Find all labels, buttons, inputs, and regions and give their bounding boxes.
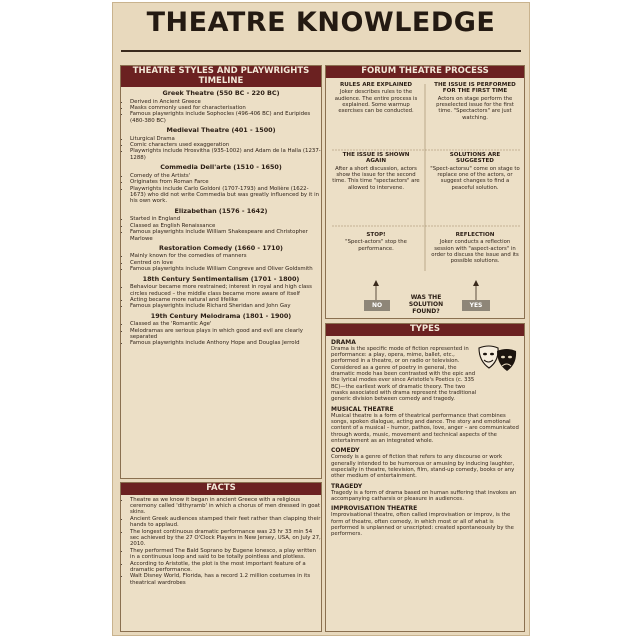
timeline-era-item: • Playwrights include Hrosvitha (935-1002) and Adam de la Halla (1237-1288) [130,148,321,161]
type-title: DRAMA [331,338,356,346]
timeline-heading: THEATRE STYLES AND PLAYWRIGHTS TIMELINE [121,66,321,87]
timeline-era-item: • Famous playwrights include William Shakespeare and Christopher Marlowe [130,229,321,242]
timeline-era [121,276,321,310]
timeline-era-list [121,173,321,205]
timeline-era-list [121,284,321,310]
forum-reflection [430,232,520,265]
timeline-era-item: • Famous playwrights include Anthony Hope and Douglas Jerrold [130,340,321,346]
timeline-era-item: • Behaviour became more restrained; interest in royal and high class circles reduced – the middle class became more aware of itself [130,284,321,297]
facts-panel [120,482,322,632]
fact-item: • Ancient Greek audiences stamped their feet rather than clapping their hands to applaud. [130,516,321,529]
type-description: Improvisational theatre, often called improvisation or improv, is the form of theatre, often comedy, in which most or all of what is performed is unplanned or unscripted: created spontaneously by the performers. [331,512,514,538]
forum-first-time-title: THE ISSUE IS PERFORMED FOR THE FIRST TIME [434,82,516,95]
facts-heading: FACTS [121,483,321,495]
type-description: Drama is the specific mode of fiction represented in performance: a play, opera, mime, ballet, etc., performed in a theatre, or on radio or television. Considered as a genre of poetry in general, the dramatic mode has been contrasted with the epic and the lyrical modes ever since Aristotle's Poetics (c. 335 BC)—the earliest work of dramatic theory. The two masks associated with drama represent the traditional generic division between comedy and tragedy. [331,345,477,403]
type-title: TRAGEDY [331,482,363,490]
title-divider [121,50,521,52]
timeline-era-item: • Centred on love [130,260,321,266]
timeline-era-item: • Comic characters used exaggeration [130,142,321,148]
forum-rules-text: Joker describes rules to the audience. The entire process is explained. Some warmup exercises can be conducted. [334,89,418,115]
fact-item: • The longest continuous dramatic performance was 23 hr 33 min 54 sec achieved by the 27 O'Clock Players in New Jersey, USA, on July 27, 2010. [130,529,321,548]
timeline-panel [120,65,322,479]
type-description: Tragedy is a form of drama based on human suffering that invokes an accompanying catharsis or pleasure in audiences. [331,489,517,503]
timeline-era [121,164,321,205]
type-title: COMEDY [331,447,360,455]
forum-solutions-title: SOLUTIONS ARE SUGGESTED [449,152,501,165]
types-heading: TYPES [326,324,524,336]
type-title: MUSICAL THEATRE [331,405,394,413]
fact-item: • According to Aristotle, the plot is the most important feature of a dramatic performance. [130,561,321,574]
forum-rules-title: RULES ARE EXPLAINED [340,82,412,88]
timeline-era-list [121,321,321,347]
forum-panel [325,65,525,319]
no-arrowhead [373,280,379,286]
solution-question: WAS THE SOLUTION FOUND? [408,294,444,315]
fact-item: • They performed The Bald Soprano by Eugene Ionesco, a play written in a continuous loop and said to be totally pointless and plotless. [130,548,321,561]
timeline-era-item: • Famous playwrights include William Congreve and Oliver Goldsmith [130,266,321,272]
types-panel [325,323,525,632]
timeline-era-item: • Classed as English Renaissance [130,223,321,229]
facts-list [121,497,321,587]
forum-shown-again-title: THE ISSUE IS SHOWN AGAIN [342,152,410,165]
forum-reflection-title: REFLECTION [455,232,495,238]
timeline-era-title: 18th Century Sentimentalism (1701 - 1800) [142,274,300,283]
forum-stop [332,232,420,252]
forum-stop-title: STOP! [366,232,386,238]
timeline-era-item: • Famous playwrights include Sophocles (496-406 BC) and Euripides (480-380 BC) [130,111,321,124]
timeline-era [121,127,321,161]
forum-reflection-text: Joker conducts a reflection session with "aspect-actors" in order to discuss the issue and its possible solutions. [431,239,519,265]
poster [112,2,530,636]
timeline-era-title: Medieval Theatre (401 - 1500) [166,126,276,135]
type-description: Comedy is a genre of fiction that refers to any discourse or work generally intended to be humorous or amusing by inducing laughter, especially in theatre, television, film, stand-up comedy, books or any other medium of entertainment. [331,454,515,480]
timeline-era-item: • Started in England [130,216,321,222]
forum-rules [332,82,420,115]
yes-arrowhead [473,280,479,286]
forum-heading: FORUM THEATRE PROCESS [326,66,524,78]
forum-solutions-text: "Spect-actorsu" come on stage to replace one of the actors, or suggest changes to find a peaceful solution. [430,165,520,191]
yes-box: YES [462,300,490,311]
timeline-era-title: Commedia Dell'arte (1510 - 1650) [160,163,282,172]
timeline-body [121,90,321,347]
timeline-era-title: Greek Theatre (550 BC - 220 BC) [162,89,280,97]
timeline-era-title: Elizabethan (1576 - 1642) [174,206,268,215]
type-description: Musical theatre is a form of theatrical performance that combines songs, spoken dialogue, acting and dance. The story and emotional content of a musical – humor, pathos, love, anger – are communicated through words, music, movement and technical aspects of the entertainment as an integrated whole. [331,412,519,444]
timeline-era-item: • Comedy of the Artists' [130,173,321,179]
no-box: NO [364,300,390,311]
timeline-era-title: 19th Century Melodrama (1801 - 1900) [150,311,292,320]
forum-first-time-text: Actors on stage perform the preselected issue for the first time. "Spectactors" are just watching. [436,95,514,121]
timeline-era-list [121,99,321,125]
timeline-era [121,245,321,273]
timeline-era-item: • Melodramas are serious plays in which good and evil are clearly separated [130,328,321,341]
forum-shown-again [332,152,420,191]
timeline-era-item: • Originates from Roman Farce [130,179,321,185]
timeline-era-list [121,136,321,162]
timeline-era-list [121,216,321,242]
timeline-era-item: • Famous playwrights include Richard Sheridan and John Gay [130,303,321,309]
timeline-era [121,90,321,124]
timeline-era-list [121,253,321,272]
timeline-era [121,208,321,242]
forum-shown-again-text: After a short discussion, actors show the issue for the second time. This time "spectactors" are allowed to intervene. [332,165,420,191]
timeline-era-item: • Acting became more natural and lifelike [130,297,321,303]
fact-item: • Walt Disney World, Florida, has a record 1.2 million costumes in its theatrical wardrobes [130,573,321,586]
timeline-era [121,313,321,347]
timeline-era-item: • Liturgical Drama [130,136,321,142]
timeline-era-item: • Masks commonly used for characterisation [130,105,321,111]
timeline-era-item: • Classed as the 'Romantic Age' [130,321,321,327]
forum-first-time [430,82,520,121]
forum-stop-text: "Spect-actors" stop the performance. [345,239,407,252]
forum-solutions [430,152,520,191]
timeline-era-item: • Derived in Ancient Greece [130,99,321,105]
timeline-era-item: • Playwrights include Carlo Goldoni (1707-1793) and Molière (1622-1673) who did not write Commedia but was greatly influenced by it in his own work. [130,186,321,205]
type-title: IMPROVISATION THEATRE [331,505,418,513]
fact-item: • Theatre as we know it began in ancient Greece with a religious ceremony called 'dithyramb' in which a chorus of men dressed in goat skins. [130,497,321,516]
timeline-era-item: • Mainly known for the comedies of manners [130,253,321,259]
theatre-masks-icon [476,344,520,374]
timeline-era-title: Restoration Comedy (1660 - 1710) [159,243,283,252]
poster-title: THEATRE KNOWLEDGE [146,7,496,38]
